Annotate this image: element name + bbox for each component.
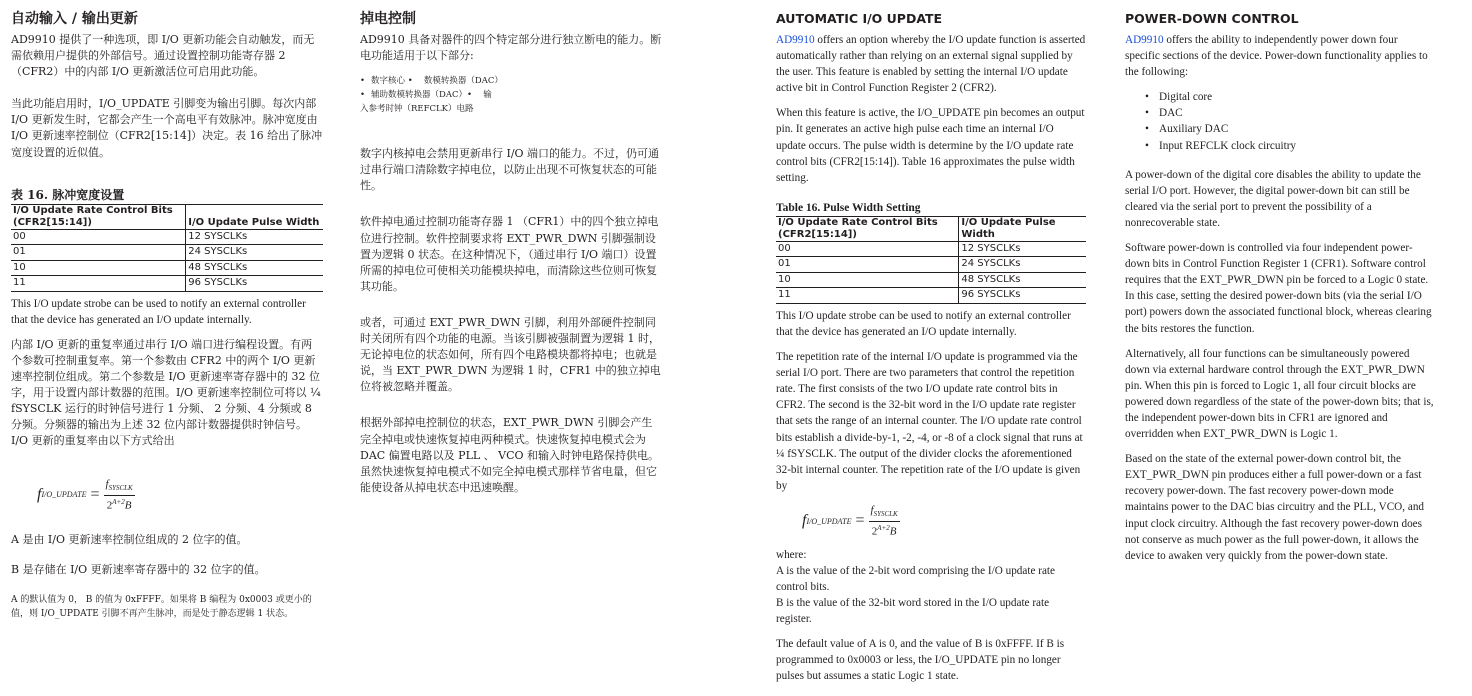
section-heading: 自动输入 / 输出更新 xyxy=(11,11,138,27)
paragraph: A 是由 I/O 更新速率控制位组成的 2 位字的值。 xyxy=(11,533,248,547)
paragraph: AD9910 提供了一种选项，即 I/O 更新功能会自动触发，而无需依赖用户提供的外部信号。通过设置控制功能寄存器 2 （CFR2）中的内部 I/O 更新激活位可启用此功能。 xyxy=(11,33,315,79)
table-row: 11 96 SYSCLKs xyxy=(11,276,323,292)
section-heading: 掉电控制 xyxy=(360,11,416,27)
paragraph: When this feature is active, the I/O_UPDATE pin becomes an output pin. It generates an active high pulse each time an internal I/O update occurs. The pulse width is determine by the I/O update rate control bits (CFR2[15:14]). Table 16 approximates the pulse width setting. xyxy=(776,107,1085,184)
bullet-list xyxy=(360,74,662,116)
pulse-width-table xyxy=(11,204,323,292)
table-header: I/O Update Pulse Width xyxy=(186,204,323,229)
paragraph: AD9910 offers the ability to independently power down four specific sections of the device. Power-down functionality applies to the following: xyxy=(1125,34,1428,79)
paragraph: The default value of A is 0, and the value of B is 0xFFFF. If B is programmed to 0x0003 or less, the I/O_UPDATE pin no longer pulses but assumes a static Logic 1 state. xyxy=(776,638,1065,683)
col-en-auto-io xyxy=(776,8,1086,684)
ad9910-link[interactable]: AD9910 xyxy=(776,34,815,46)
paragraph: 当此功能启用时，I/O_UPDATE 引脚变为输出引脚。每次内部 I/O 更新发生时，它都会产生一个高电平有效脉冲。脉冲宽度由 I/O 更新速率控制位（CFR2[15:14]）决定。表 16 给出了脉冲宽度设置的近似值。 xyxy=(11,97,323,159)
paragraph: Software power-down is controlled via four independent power-down bits in Control Function Register 1 (CFR1). Software control requires that the EXT_PWR_DWN pin be forced to a Logic 0 state. In this case, setting the desired power-down bits (via the serial I/O port) powers down the associated functional block, whereas clearing the bits restores the function. xyxy=(1125,242,1432,335)
paragraph: This I/O update strobe can be used to notify an external controller that the device has generated an I/O update internally. xyxy=(11,297,306,326)
table-header: I/O Update Rate Control Bits (CFR2[15:14]) xyxy=(11,204,186,229)
table-row: 01 24 SYSCLKs xyxy=(11,245,323,261)
paragraph: 根据外部掉电控制位的状态，EXT_PWR_DWN 引脚会产生完全掉电或快速恢复掉电两种模式。快速恢复掉电模式会为 DAC 偏置电路以及 PLL 、 VCO 和输入时钟电路保持供电。虽然快速恢复掉电模式不如完全掉电模式那样节省电量，但它能使设备从掉电状态中迅速唤醒。 xyxy=(360,416,660,494)
list-item: • Auxiliary DAC xyxy=(1159,121,1435,137)
equation: f I/O_UPDATE = $\frac{f_{SYSCLK}}{2^{A+2}B}$ xyxy=(802,503,898,538)
table-header: I/O Update Rate Control Bits (CFR2[15:14]) xyxy=(776,216,959,241)
paragraph: A power-down of the digital core disables the ability to update the serial I/O port. However, the digital power-down bit can still be cleared via the serial port to prevent the possibility of a nonrecoverable state. xyxy=(1125,168,1421,229)
paragraph: AD9910 offers an option whereby the I/O update function is asserted automatically rather than relying on an external signal supplied by the user. This feature is enabled by setting the internal I/O update active bit in Control Function Register 2 (CFR2). xyxy=(776,34,1086,95)
table-row: 01 24 SYSCLKs xyxy=(776,257,1086,273)
equation: f I/O_UPDATE = $\frac{f_{SYSCLK}}{2^{A+2}B}$ xyxy=(37,477,133,512)
col-en-power-down xyxy=(1125,8,1435,564)
table-row: 10 48 SYSCLKs xyxy=(11,260,323,276)
section-heading: AUTOMATIC I/O UPDATE xyxy=(776,11,943,26)
table-row: 00 12 SYSCLKs xyxy=(11,229,323,245)
table-title: 表 16. 脉冲宽度设置 xyxy=(11,187,125,202)
paragraph: This I/O update strobe can be used to notify an external controller that the device has generated an I/O update internally. xyxy=(776,309,1071,338)
paragraph: 软件掉电通过控制功能寄存器 1 （CFR1）中的四个独立掉电位进行控制。软件控制要求将 EXT_PWR_DWN 引脚强制设置为逻辑 0 状态。在这种情况下，（通过串行 I/O 端口）设置所需的掉电位可使相关功能模块掉电，而清除这些位则可恢复其功能。 xyxy=(360,215,659,293)
list-item: • Input REFCLK clock circuitry xyxy=(1159,138,1435,154)
list-item: 入参考时钟（REFCLK）电路 xyxy=(360,104,474,115)
paragraph: 内部 I/O 更新的重复率通过串行 I/O 端口进行编程设置。有两个参数可控制重复率。第一个参数由 CFR2 中的两个 I/O 更新速率控制位组成。第二个参数是 I/O 更新速率寄存器中的 32 位字，用于设置内部计数器的范围。I/O 更新速率控制位可将以 ¼ fSYSCLK 运行的时钟信号进行 1 分频、 2 分频、4 分频或 8 分频。分频器的输出为上述 32 位内部计数器提供时钟信号。I/O 更新的重复率由以下方式给出 xyxy=(11,337,321,448)
paragraph: 或者，可通过 EXT_PWR_DWN 引脚，利用外部硬件控制同时关闭所有四个功能的电源。当该引脚被强制置为逻辑 1 时，无论掉电位的状态如何，所有四个电路模块都将掉电；也就是说，当 EXT_PWR_DWN 为逻辑 1 时，CFR1 中的独立掉电位将被忽略并覆盖。 xyxy=(360,315,661,394)
paragraph: where: xyxy=(776,548,807,561)
section-heading: POWER-DOWN CONTROL xyxy=(1125,11,1299,26)
list-item: • 辅助数模转换器（DAC）• 输 xyxy=(360,90,492,101)
table-header: I/O Update Pulse Width xyxy=(959,216,1086,241)
paragraph: Alternatively, all four functions can be simultaneously powered down via external hardware control through the EXT_PWR_DWN pin. When this pin is forced to Logic 1, all four circuit blocks are powered down regardless of the state of the power-down bits; that is, the independent power-down bits in CFR1 are ignored and overridden when EXT_PWR_DWN is Logic 1. xyxy=(1125,347,1434,441)
col-cn-auto-io xyxy=(11,8,323,621)
paragraph: 数字内核掉电会禁用更新串行 I/O 端口的能力。不过，仍可通过串行端口清除数字掉电位，以防止出现不可恢复状态的可能性。 xyxy=(360,147,660,193)
paragraph: B 是存储在 I/O 更新速率寄存器中的 32 位字的值。 xyxy=(11,563,266,577)
table-row: 11 96 SYSCLKs xyxy=(776,288,1086,304)
paragraph: A 的默认值为 0， B 的值为 0xFFFF。如果将 B 编程为 0x0003 或更小的值，则 I/O_UPDATE 引脚不再产生脉冲，而是处于静态逻辑 1 状态。 xyxy=(11,594,312,619)
paragraph: AD9910 具备对器件的四个特定部分进行独立断电的能力。断电功能适用于以下部分: xyxy=(360,33,662,63)
pulse-width-table xyxy=(776,216,1086,304)
table-row: 10 48 SYSCLKs xyxy=(776,272,1086,288)
bullet-list xyxy=(1125,89,1435,153)
paragraph: A is the value of the 2-bit word comprising the I/O update rate control bits. xyxy=(776,564,1055,593)
list-item: • DAC xyxy=(1159,105,1435,121)
paragraph: Based on the state of the external power-down control bit, the EXT_PWR_DWN pin produces either a full power-down or a fast recovery power-down. The fast recovery power-down mode maintains power to the DAC bias circuitry and the PLL, VCO, and input clock circuitry. Although the fast recovery power-down does not conserve as much power as the full power-down, it allows the device to awaken very quickly from the power-down state. xyxy=(1125,453,1425,562)
table-row: 00 12 SYSCLKs xyxy=(776,241,1086,257)
table-title: Table 16. Pulse Width Setting xyxy=(776,201,921,214)
paragraph: The repetition rate of the internal I/O update is programmed via the serial I/O port. There are two parameters that control the repetition rate. The first consists of the two I/O update rate control bits in CFR2. The second is the 32-bit word in the I/O update rate register that sets the range of an internal counter. The I/O update rate control bits establish a divide-by-1, -2, -4, or -8 of a clock signal that runs at ¼ fSYSCLK. The output of the divider clocks the aforementioned 32-bit internal counter. The repetition rate of the I/O update is given by xyxy=(776,351,1083,492)
col-cn-power-down xyxy=(360,8,662,496)
list-item: • Digital core xyxy=(1159,89,1435,105)
ad9910-link[interactable]: AD9910 xyxy=(1125,34,1164,46)
list-item: • 数字核心 • 数模转换器（DAC） xyxy=(360,76,503,87)
paragraph: B is the value of the 32-bit word stored in the I/O update rate register. xyxy=(776,597,1050,626)
